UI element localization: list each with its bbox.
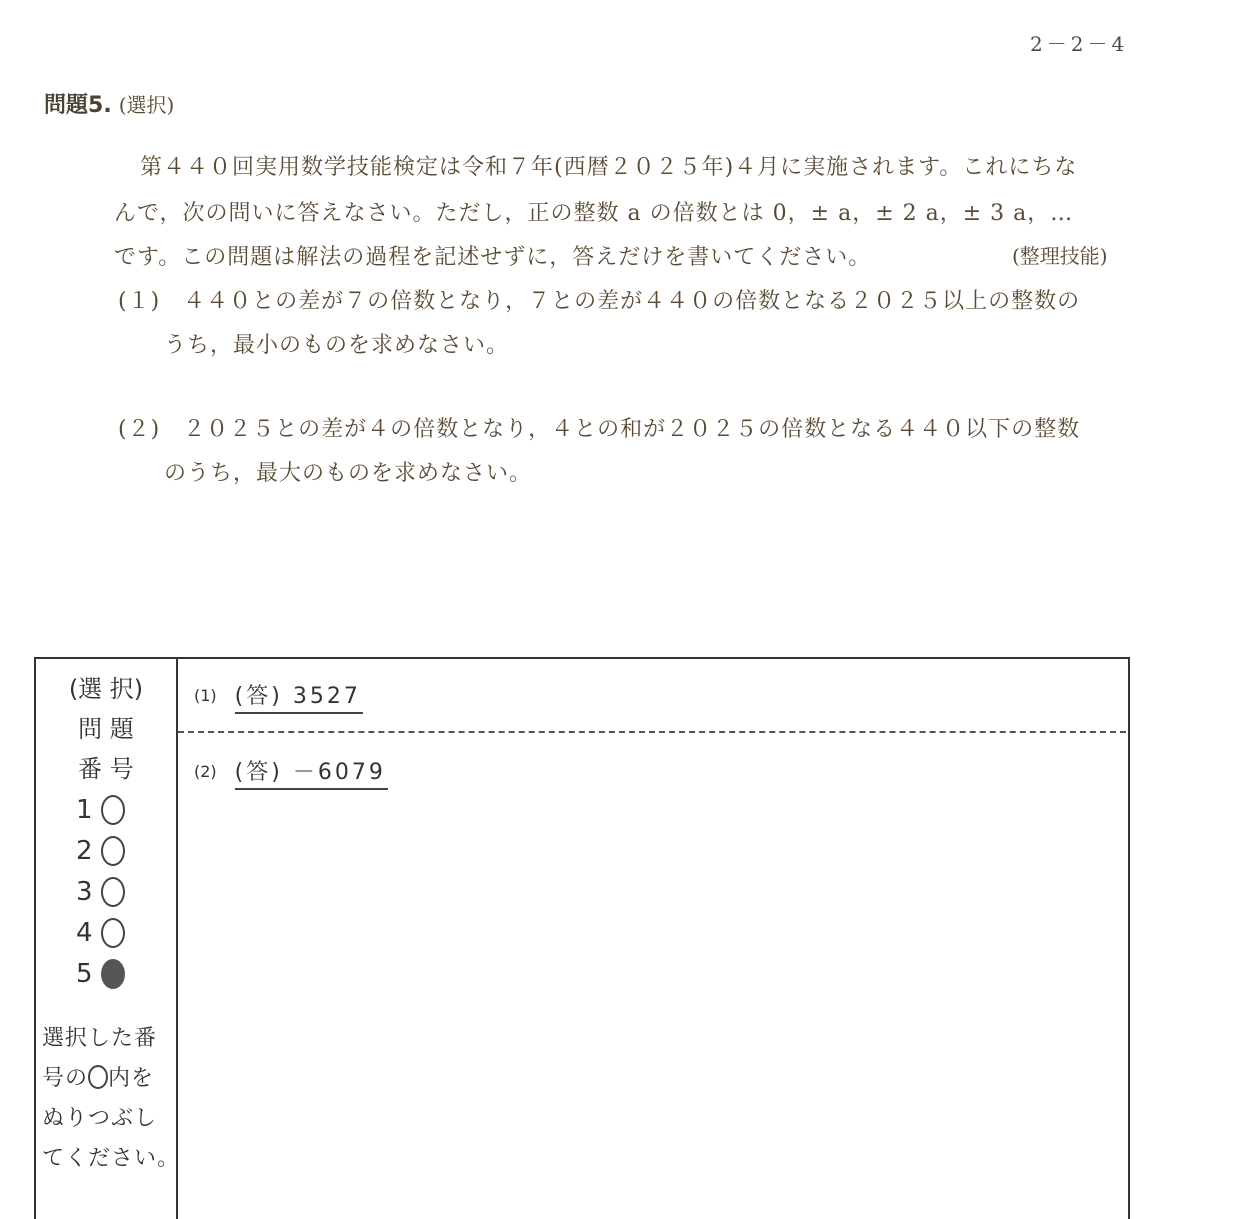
question-1-line-2: うち，最小のものを求めなさい。 [164,333,510,358]
choice-label: 4 [76,918,93,948]
choice-bubble-filled[interactable] [101,959,125,989]
problem-title-number: 5. [88,93,112,118]
skill-tag: (整理技能) [1012,244,1108,268]
instruction-line-3: ぬりつぶし [42,1106,158,1131]
circle-icon [88,1065,108,1089]
choice-label: 5 [76,959,93,989]
choice-bubble-empty[interactable] [101,918,125,948]
instruction-line-4: てください。 [42,1146,181,1171]
choice-2[interactable] [76,834,146,868]
choice-bubble-empty[interactable] [101,795,125,825]
answer-2-index: (2) [194,762,217,781]
intro-line-1: 第４４０回実用数学技能検定は令和７年(西暦２０２５年)４月に実施されます。これにちな [140,155,1078,180]
answer-1-index: (1) [194,686,217,705]
selector-title-line-3: 番 号 [78,755,134,783]
choice-bubble-empty[interactable] [101,877,125,907]
choice-5[interactable] [76,957,146,991]
choice-label: 2 [76,836,93,866]
choice-3[interactable] [76,875,146,909]
instruction-line-2 [42,1061,154,1092]
question-2-line-1: (２) ２０２５との差が４の倍数となり，４との和が２０２５の倍数となる４４０以下の整数 [118,417,1081,442]
selector-title-line-1: (選 択) [68,675,144,703]
choice-label: 1 [76,795,93,825]
answer-1 [194,679,363,714]
choice-bubble-empty[interactable] [101,836,125,866]
choice-1[interactable] [76,793,146,827]
problem-title-prefix: 問題 [44,93,89,118]
answer-2 [194,755,388,790]
answer-2-text: (答) －6079 [235,755,388,790]
problem-selector [36,659,181,1219]
instruction-line-2-pre: 号の [42,1066,89,1091]
page-number: 2－2－4 [1030,32,1129,56]
question-2-line-2: のうち，最大のものを求めなさい。 [164,461,533,486]
instruction-line-1: 選択した番 [42,1026,158,1051]
selector-title-line-2: 問 題 [78,715,134,743]
choice-label: 3 [76,877,93,907]
question-1-line-1: (１) ４４０との差が７の倍数となり，７との差が４４０の倍数となる２０２５以上の整数の [118,289,1081,314]
choice-4[interactable] [76,916,146,950]
answer-divider [178,731,1126,733]
answer-1-text: (答) 3527 [235,679,363,714]
intro-line-2: んで，次の問いに答えなさい。ただし，正の整数 a の倍数とは 0，± a，± 2 a，± 3 a，… [114,201,1074,226]
problem-title-tag: (選択) [118,93,175,117]
intro-line-3: です。この問題は解法の過程を記述せずに，答えだけを書いてください。 [114,245,872,270]
answer-sheet [34,657,1130,1219]
instruction-line-2-post: 内を [108,1066,155,1091]
problem-heading [44,88,174,119]
